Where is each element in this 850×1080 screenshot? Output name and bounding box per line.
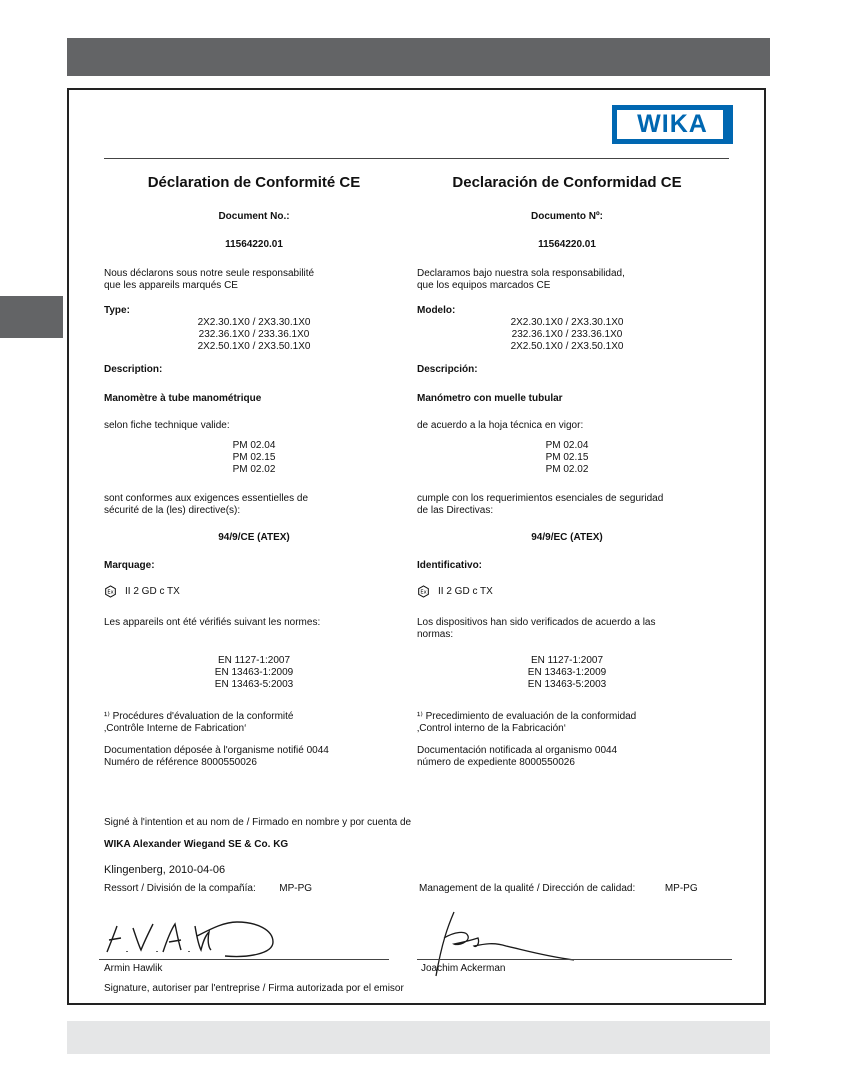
datasheet-line: PM 02.04 [232, 440, 276, 451]
documentation-line: número de expediente 8000550026 [417, 757, 575, 768]
signature-line-right [417, 959, 732, 960]
signature-left [97, 912, 307, 964]
type-line: 232.36.1X0 / 233.36.1X0 [198, 329, 310, 340]
doc-number: 11564220.01 [225, 239, 283, 250]
marking-value: II 2 GD c TX [438, 586, 493, 598]
norms-intro: Los dispositivos han sido verificados de acuerdo a las [417, 617, 656, 628]
procedure-line: ¹⁾ Procédures d'évaluation de la conformité [104, 711, 294, 722]
side-tab [0, 296, 63, 338]
conform-line: sécurité de la (les) directive(s): [104, 505, 241, 516]
norms-intro: Les appareils ont été vérifiés suivant les normes: [104, 617, 321, 628]
directive: 94/9/CE (ATEX) [218, 532, 290, 543]
norms-intro: normas: [417, 629, 454, 640]
header-bar [67, 38, 770, 76]
logo-text: WIKA [637, 110, 708, 138]
procedure-line: ¹⁾ Precedimiento de evaluación de la conformidad [417, 711, 637, 722]
conform-line: de las Directivas: [417, 505, 494, 516]
datasheet-label: de acuerdo a la hoja técnica en vigor: [417, 420, 584, 431]
type-label: Type: [104, 305, 130, 316]
doc-label: Document No.: [218, 211, 290, 222]
division-value: MP-PG [279, 883, 313, 894]
description-label: Descripción: [417, 364, 478, 375]
ex-marking-icon [104, 585, 117, 598]
quality-label: Management de la qualité / Dirección de calidad: [419, 883, 636, 894]
french-title: Déclaration de Conformité CE [147, 174, 361, 191]
datasheet-line: PM 02.04 [545, 440, 589, 451]
ex-marking-icon [417, 585, 430, 598]
doc-label: Documento Nº: [531, 211, 603, 222]
doc-number: 11564220.01 [538, 239, 596, 250]
intro-line: que los equipos marcados CE [417, 280, 551, 291]
spanish-title: Declaración de Conformidad CE [452, 174, 682, 191]
datasheet-line: PM 02.15 [232, 452, 276, 463]
header-rule [104, 158, 729, 159]
type-line: 2X2.30.1X0 / 2X3.30.1X0 [510, 317, 624, 328]
place-date: Klingenberg, 2010-04-06 [104, 864, 226, 876]
signature-line-left [99, 959, 389, 960]
marking-value: II 2 GD c TX [125, 586, 180, 598]
norm-line: EN 1127-1:2007 [217, 655, 291, 666]
signed-on-behalf: Signé à l'intention et au nom de / Firmado en nombre y por cuenta de [104, 817, 412, 828]
company-name: WIKA Alexander Wiegand SE & Co. KG [104, 839, 289, 850]
description-value: Manómetro con muelle tubular [417, 393, 563, 404]
documentation-line: Documentación notificada al organismo 0044 [417, 745, 618, 756]
procedure-line: ‚Control interno de la Fabricación‘ [417, 723, 566, 734]
conform-line: cumple con los requerimientos esenciales de seguridad [417, 493, 664, 504]
wika-logo [612, 105, 733, 144]
intro-line: Declaramos bajo nuestra sola responsabilidad, [417, 268, 625, 279]
norm-line: EN 13463-5:2003 [527, 679, 607, 690]
description-label: Description: [104, 364, 163, 375]
type-line: 2X2.50.1X0 / 2X3.50.1X0 [197, 341, 311, 352]
french-column [104, 174, 404, 768]
conform-line: sont conformes aux exigences essentielles de [104, 493, 309, 504]
documentation-line: Documentation déposée à l'organisme notifié 0044 [104, 745, 329, 756]
division-label: Ressort / División de la compañía: [104, 883, 256, 894]
intro-line: que les appareils marqués CE [104, 280, 238, 291]
datasheet-line: PM 02.02 [232, 464, 276, 475]
documentation-line: Numéro de référence 8000550026 [104, 757, 257, 768]
description-value: Manomètre à tube manométrique [104, 393, 262, 404]
datasheet-line: PM 02.02 [545, 464, 589, 475]
marking-label: Marquage: [104, 560, 155, 571]
type-line: 232.36.1X0 / 233.36.1X0 [511, 329, 623, 340]
norm-line: EN 13463-1:2009 [527, 667, 607, 678]
signature-note: Signature, autoriser par l'entreprise / Firma autorizada por el emisor [104, 983, 404, 994]
svg-text:Ex: Ex [420, 589, 427, 596]
marking-label: Identificativo: [417, 560, 483, 571]
norm-line: EN 13463-1:2009 [214, 667, 294, 678]
type-line: 2X2.50.1X0 / 2X3.50.1X0 [510, 341, 624, 352]
footer-bar [67, 1021, 770, 1054]
signer-left: Armin Hawlik [104, 963, 163, 974]
intro-line: Nous déclarons sous notre seule responsabilité [104, 268, 315, 279]
datasheet-line: PM 02.15 [545, 452, 589, 463]
certificate-page [67, 88, 766, 1005]
type-label: Modelo: [417, 305, 456, 316]
norm-line: EN 13463-5:2003 [214, 679, 294, 690]
datasheet-label: selon fiche technique valide: [104, 420, 230, 431]
quality-value: MP-PG [664, 883, 698, 894]
procedure-line: ‚Contrôle Interne de Fabrication‘ [104, 723, 247, 734]
svg-text:Ex: Ex [107, 589, 114, 596]
spanish-column [417, 174, 717, 768]
directive: 94/9/EC (ATEX) [531, 532, 603, 543]
type-line: 2X2.30.1X0 / 2X3.30.1X0 [197, 317, 311, 328]
signer-right: Joachim Ackerman [421, 963, 506, 974]
norm-line: EN 1127-1:2007 [530, 655, 604, 666]
